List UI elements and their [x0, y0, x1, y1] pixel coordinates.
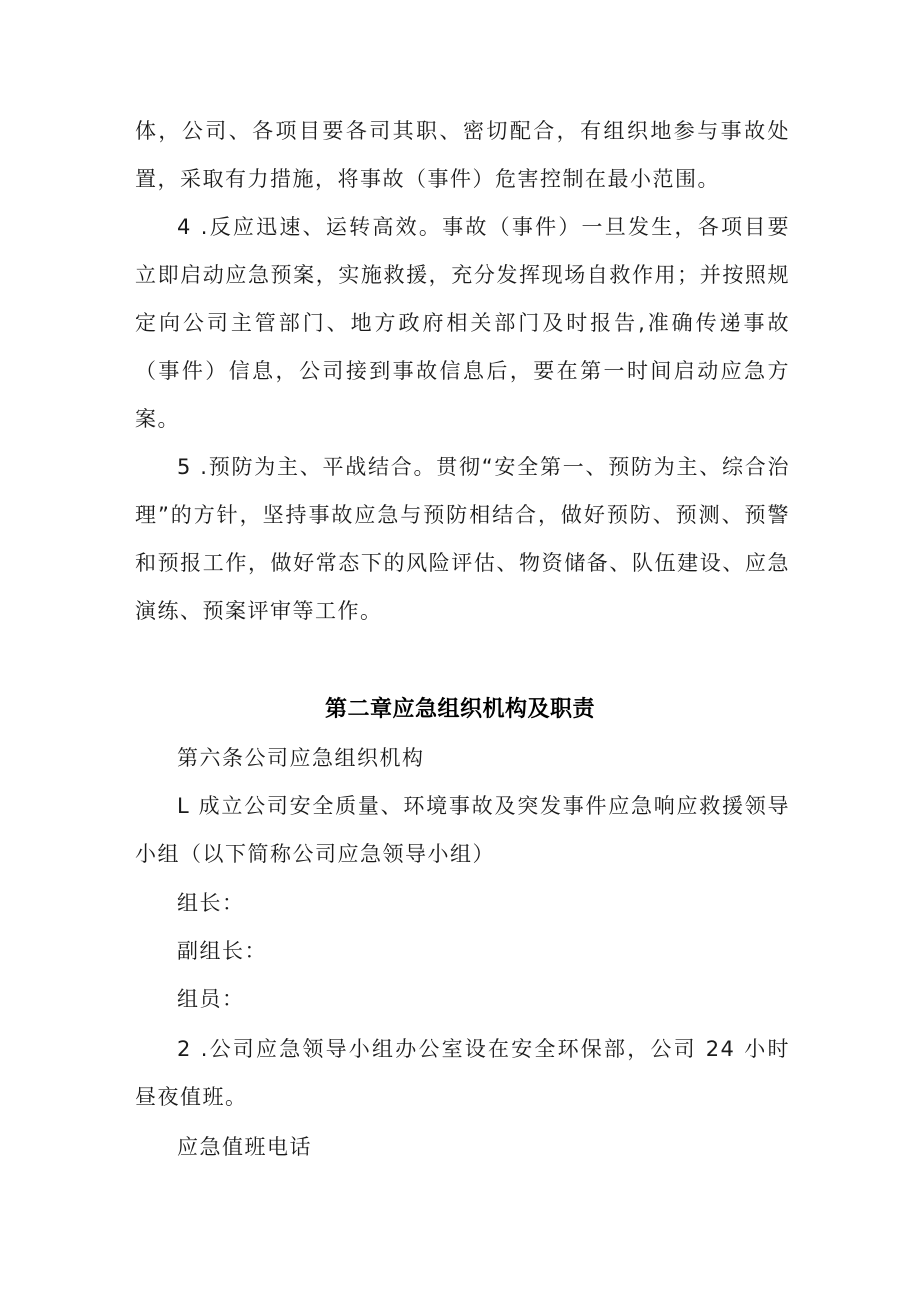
- paragraph-rapid-response: 4 .反应迅速、运转高效。事故（事件）一旦发生，各项目要立即启动应急预案，实施救援，充分发挥现场自救作用；并按照规定向公司主管部门、地方政府相关部门及时报告,准确传递事故（事件）信息，公司接到事故信息后，要在第一时间启动应急方案。: [135, 215, 790, 431]
- paragraph-prevention-first: 5 .预防为主、平战结合。贯彻“安全第一、预防为主、综合治理”的方针，坚持事故应急与预防相结合，做好预防、预测、预警和预报工作，做好常态下的风险评估、物资储备、队伍建设、应急演练、预案评审等工作。: [135, 455, 790, 623]
- group-leader-label: 组长：: [177, 891, 245, 915]
- duty-phone-label: 应急值班电话: [177, 1135, 312, 1159]
- paragraph-rescue-coordination: 体，公司、各项目要各司其职、密切配合，有组织地参与事故处置，采取有力措施，将事故（事件）危害控制在最小范围。: [135, 119, 790, 191]
- article-title: 第六条公司应急组织机构: [177, 746, 425, 770]
- deputy-leader-label: 副组长：: [177, 939, 267, 963]
- group-members-label: 组员：: [177, 987, 245, 1011]
- paragraph-leadership-group: L 成立公司安全质量、环境事故及突发事件应急响应救援领导小组（以下简称公司应急领导小组）: [135, 794, 790, 866]
- paragraph-office-duty: 2 .公司应急领导小组办公室设在安全环保部，公司 24 小时昼夜值班。: [135, 1037, 790, 1109]
- chapter-title: 第二章应急组织机构及职责: [324, 697, 595, 722]
